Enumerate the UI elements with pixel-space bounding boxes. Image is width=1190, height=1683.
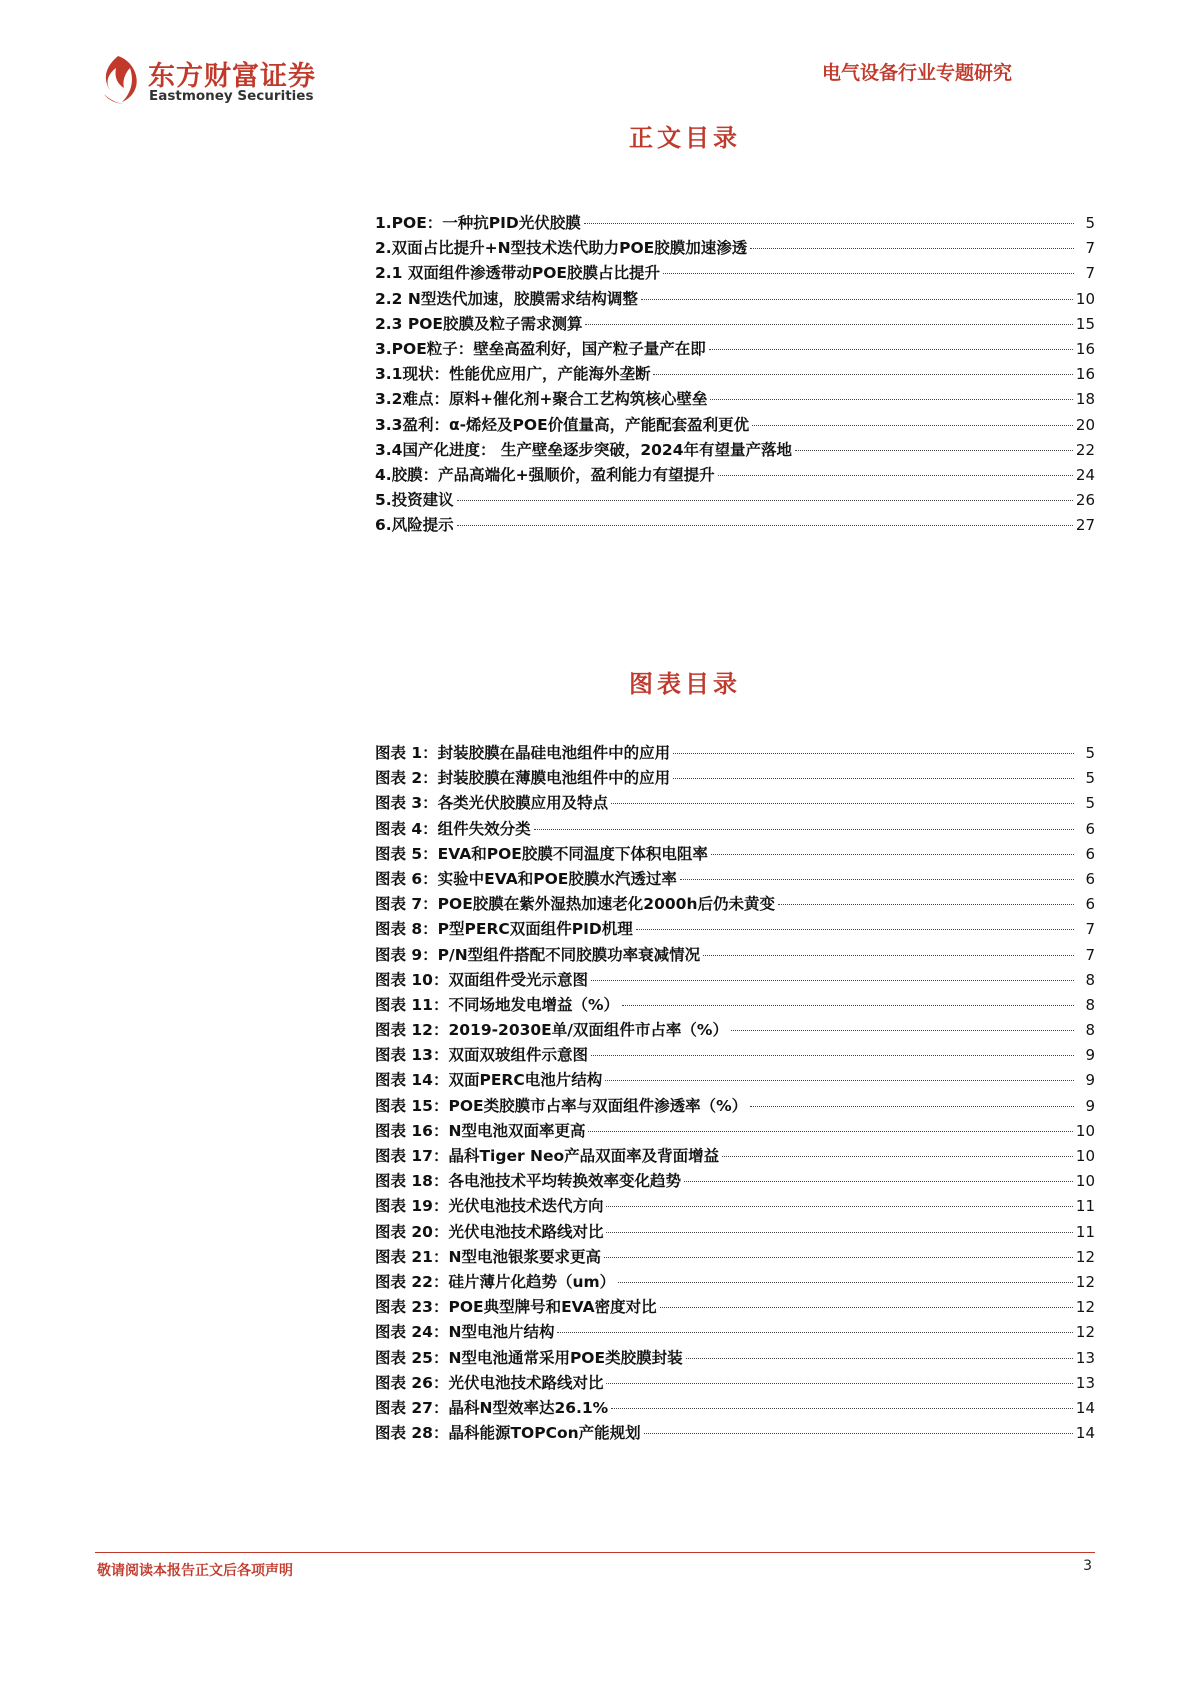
toc-entry-label[interactable]: 图表 16：N型电池双面率更高 (375, 1121, 586, 1140)
toc-entry-page[interactable]: 27 (1075, 516, 1095, 535)
toc-entry[interactable] (375, 1018, 1095, 1043)
toc-entry[interactable] (375, 1119, 1095, 1144)
body-toc-title: 正文目录 (629, 123, 741, 152)
toc-entry-label[interactable]: 1.POE：一种抗PID光伏胶膜 (375, 214, 581, 232)
toc-entry-page[interactable]: 18 (1075, 390, 1095, 409)
toc-entry[interactable] (375, 211, 1095, 236)
toc-dot-leader (457, 500, 1073, 501)
toc-entry[interactable] (375, 362, 1095, 387)
toc-entry-page[interactable]: 10 (1075, 1147, 1095, 1165)
toc-dot-leader (795, 450, 1073, 451)
toc-entry-page[interactable]: 12 (1075, 1247, 1095, 1266)
toc-dot-leader (591, 980, 1074, 981)
toc-entry[interactable] (375, 1320, 1095, 1345)
toc-entry-label[interactable]: 图表 2：封装胶膜在薄膜电池组件中的应用 (375, 769, 671, 788)
report-type: 电气设备行业专题研究 (821, 62, 1012, 84)
toc-dot-leader (709, 349, 1073, 350)
toc-entry[interactable] (375, 1295, 1095, 1320)
toc-entry[interactable] (375, 1371, 1095, 1396)
toc-entry-label[interactable]: 图表 28：晶科能源TOPCon产能规划 (375, 1424, 641, 1443)
toc-dot-leader (611, 1408, 1073, 1409)
toc-dot-leader (611, 803, 1074, 804)
toc-entry[interactable] (375, 817, 1095, 842)
toc-entry[interactable] (375, 892, 1095, 917)
toc-entry-page[interactable]: 11 (1075, 1197, 1095, 1216)
toc-entry-page[interactable]: 10 (1075, 1121, 1095, 1140)
toc-entry-label[interactable]: 图表 22：硅片薄片化趋势（um） (375, 1272, 616, 1291)
toc-dot-leader (722, 1156, 1073, 1157)
toc-entry-page[interactable]: 5 (1085, 214, 1095, 232)
toc-entry[interactable] (375, 1094, 1095, 1119)
toc-entry-page[interactable]: 7 (1085, 920, 1095, 939)
toc-entry-label[interactable]: 图表 24：N型电池片结构 (375, 1323, 555, 1342)
toc-entry-label[interactable]: 图表 26：光伏电池技术路线对比 (375, 1373, 604, 1392)
toc-entry[interactable] (375, 842, 1095, 867)
toc-entry-label[interactable]: 3.POE粒子：壁垒高盈利好，国产粒子量产在即 (375, 339, 706, 358)
toc-entry-label[interactable]: 图表 13：双面双玻组件示意图 (375, 1046, 588, 1065)
toc-entry-label[interactable]: 图表 12：2019-2030E单/双面组件市占率（%） (375, 1021, 728, 1040)
toc-entry-label[interactable]: 图表 5：EVA和POE胶膜不同温度下体积电阻率 (375, 844, 708, 863)
toc-entry[interactable] (375, 1194, 1095, 1219)
toc-entry[interactable] (375, 463, 1095, 488)
toc-dot-leader (618, 1282, 1073, 1283)
toc-dot-leader (653, 374, 1072, 375)
toc-entry-label[interactable]: 图表 1：封装胶膜在晶硅电池组件中的应用 (375, 744, 671, 762)
toc-entry-page[interactable]: 16 (1075, 339, 1095, 358)
toc-dot-leader (750, 248, 1074, 249)
toc-dot-leader (731, 1030, 1074, 1031)
toc-dot-leader (711, 854, 1074, 855)
toc-entry-label[interactable]: 5.投资建议 (375, 491, 454, 510)
logo-english-name: Eastmoney Securities (149, 88, 314, 104)
toc-entry[interactable] (375, 993, 1095, 1018)
toc-entry-label[interactable]: 图表 14：双面PERC电池片结构 (375, 1071, 603, 1090)
toc-entry-label[interactable]: 图表 17：晶科Tiger Neo产品双面率及背面增益 (375, 1147, 720, 1165)
toc-entry-label[interactable]: 图表 19：光伏电池技术迭代方向 (375, 1197, 604, 1216)
toc-entry-label[interactable]: 图表 10：双面组件受光示意图 (375, 970, 588, 989)
toc-dot-leader (680, 879, 1074, 880)
toc-entry-label[interactable]: 图表 20：光伏电池技术路线对比 (375, 1222, 604, 1241)
toc-entry-label[interactable]: 图表 3：各类光伏胶膜应用及特点 (375, 794, 609, 813)
toc-entry-label[interactable]: 2.2 N型迭代加速，胶膜需求结构调整 (375, 289, 638, 308)
toc-dot-leader (641, 299, 1073, 300)
toc-dot-leader (606, 1383, 1072, 1384)
toc-dot-leader (606, 1232, 1072, 1233)
figure-toc-list (375, 741, 1095, 1446)
toc-entry-page[interactable]: 7 (1085, 264, 1095, 283)
toc-entry-page[interactable]: 5 (1085, 794, 1095, 813)
toc-dot-leader (622, 1005, 1074, 1006)
toc-dot-leader (686, 1358, 1073, 1359)
toc-entry-page[interactable]: 10 (1075, 1172, 1095, 1191)
toc-dot-leader (605, 1080, 1074, 1081)
toc-entry[interactable] (375, 1245, 1095, 1270)
toc-entry-page[interactable]: 6 (1085, 869, 1095, 888)
toc-entry-page[interactable]: 12 (1075, 1298, 1095, 1317)
toc-entry-page[interactable]: 8 (1085, 1021, 1095, 1040)
toc-dot-leader (752, 425, 1073, 426)
toc-entry-label[interactable]: 3.4国产化进度： 生产壁垒逐步突破，2024年有望量产落地 (375, 440, 792, 459)
toc-entry-page[interactable]: 9 (1085, 1096, 1095, 1115)
toc-entry[interactable] (375, 943, 1095, 968)
toc-entry-label[interactable]: 图表 8：P型PERC双面组件PID机理 (375, 920, 633, 939)
company-logo (96, 52, 336, 110)
logo-chinese-name: 东方财富证券 (148, 61, 316, 92)
toc-entry-label[interactable]: 图表 7：POE胶膜在紫外湿热加速老化2000h后仍未黄变 (375, 895, 775, 914)
body-toc-list (375, 211, 1095, 538)
toc-entry[interactable] (375, 867, 1095, 892)
toc-dot-leader (588, 1131, 1072, 1132)
toc-entry-page[interactable]: 26 (1075, 491, 1095, 510)
toc-entry[interactable] (375, 1043, 1095, 1068)
toc-entry[interactable] (375, 1421, 1095, 1446)
toc-entry[interactable] (375, 337, 1095, 362)
toc-entry-label[interactable]: 3.2难点：原料+催化剂+聚合工艺构筑核心壁垒 (375, 390, 708, 409)
toc-dot-leader (557, 1332, 1072, 1333)
toc-dot-leader (584, 223, 1074, 224)
toc-entry-label[interactable]: 3.1现状：性能优应用广，产能海外垄断 (375, 365, 651, 384)
toc-dot-leader (457, 525, 1073, 526)
toc-entry-page[interactable]: 5 (1085, 744, 1095, 762)
toc-entry[interactable] (375, 1068, 1095, 1093)
toc-dot-leader (591, 1055, 1074, 1056)
toc-entry-label[interactable]: 图表 4：组件失效分类 (375, 819, 531, 838)
toc-entry[interactable] (375, 917, 1095, 942)
toc-entry-page[interactable]: 13 (1075, 1373, 1095, 1392)
toc-entry-page[interactable]: 10 (1075, 289, 1095, 308)
toc-entry-page[interactable]: 8 (1085, 995, 1095, 1014)
toc-entry[interactable] (375, 261, 1095, 286)
toc-dot-leader (585, 324, 1072, 325)
toc-entry[interactable] (375, 1144, 1095, 1169)
footer-divider (95, 1552, 1095, 1553)
toc-entry-page[interactable]: 6 (1085, 819, 1095, 838)
eastmoney-flame-icon (96, 54, 140, 106)
toc-entry-label[interactable]: 2.双面占比提升+N型技术迭代助力POE胶膜加速渗透 (375, 239, 748, 258)
toc-entry-page[interactable]: 20 (1075, 415, 1095, 434)
toc-entry-page[interactable]: 7 (1085, 945, 1095, 964)
page-number: 3 (1083, 1558, 1092, 1574)
toc-entry-label[interactable]: 图表 21：N型电池银浆要求更高 (375, 1247, 601, 1266)
toc-entry[interactable] (375, 413, 1095, 438)
toc-entry-page[interactable]: 6 (1085, 895, 1095, 914)
toc-entry-page[interactable]: 15 (1075, 314, 1095, 333)
toc-entry[interactable] (375, 1396, 1095, 1421)
toc-entry[interactable] (375, 741, 1095, 766)
toc-dot-leader (644, 1433, 1073, 1434)
toc-entry-label[interactable]: 6.风险提示 (375, 516, 454, 535)
toc-dot-leader (606, 1206, 1072, 1207)
toc-entry[interactable] (375, 488, 1095, 513)
toc-entry[interactable] (375, 387, 1095, 412)
toc-entry-label[interactable]: 图表 9：P/N型组件搭配不同胶膜功率衰减情况 (375, 945, 701, 964)
toc-entry-page[interactable]: 22 (1075, 440, 1095, 459)
toc-entry[interactable] (375, 791, 1095, 816)
toc-dot-leader (604, 1257, 1073, 1258)
toc-dot-leader (534, 829, 1074, 830)
figure-toc-title: 图表目录 (629, 669, 741, 698)
toc-entry[interactable] (375, 1270, 1095, 1295)
toc-dot-leader (750, 1106, 1074, 1107)
toc-entry-page[interactable]: 24 (1075, 465, 1095, 484)
toc-entry-page[interactable]: 11 (1075, 1222, 1095, 1241)
toc-entry-page[interactable]: 6 (1085, 844, 1095, 863)
toc-entry-label[interactable]: 图表 18：各电池技术平均转换效率变化趋势 (375, 1172, 681, 1191)
toc-entry-label[interactable]: 图表 25：N型电池通常采用POE类胶膜封装 (375, 1348, 683, 1367)
toc-entry[interactable] (375, 968, 1095, 993)
toc-entry[interactable] (375, 312, 1095, 337)
toc-dot-leader (710, 399, 1072, 400)
toc-entry-label[interactable]: 图表 23：POE典型牌号和EVA密度对比 (375, 1298, 657, 1317)
toc-entry-page[interactable]: 7 (1085, 239, 1095, 258)
toc-entry-page[interactable]: 13 (1075, 1348, 1095, 1367)
toc-dot-leader (636, 929, 1074, 930)
toc-dot-leader (673, 753, 1074, 754)
toc-entry[interactable] (375, 1220, 1095, 1245)
toc-entry-label[interactable]: 4.胶膜：产品高端化+强顺价，盈利能力有望提升 (375, 465, 715, 484)
toc-entry-label[interactable]: 图表 15：POE类胶膜市占率与双面组件渗透率（%） (375, 1096, 748, 1115)
toc-entry-label[interactable]: 2.1 双面组件渗透带动POE胶膜占比提升 (375, 264, 660, 283)
toc-dot-leader (703, 955, 1074, 956)
toc-entry-label[interactable]: 3.3盈利：α-烯烃及POE价值量高，产能配套盈利更优 (375, 415, 750, 434)
toc-entry-label[interactable]: 图表 27：晶科N型效率达26.1% (375, 1398, 609, 1417)
toc-dot-leader (673, 778, 1074, 779)
toc-entry[interactable] (375, 766, 1095, 791)
toc-entry[interactable] (375, 236, 1095, 261)
toc-dot-leader (778, 904, 1074, 905)
footer-disclaimer[interactable]: 敬请阅读本报告正文后各项声明 (97, 1563, 293, 1579)
toc-entry-page[interactable]: 8 (1085, 970, 1095, 989)
toc-entry-page[interactable]: 5 (1085, 769, 1095, 788)
toc-entry[interactable] (375, 438, 1095, 463)
toc-entry[interactable] (375, 1346, 1095, 1371)
toc-entry[interactable] (375, 287, 1095, 312)
toc-entry-label[interactable]: 图表 6：实验中EVA和POE胶膜水汽透过率 (375, 869, 677, 888)
toc-dot-leader (660, 1307, 1073, 1308)
toc-entry[interactable] (375, 1169, 1095, 1194)
toc-dot-leader (684, 1181, 1073, 1182)
toc-entry-page[interactable]: 12 (1075, 1272, 1095, 1291)
toc-entry-page[interactable]: 14 (1075, 1424, 1095, 1443)
toc-entry-page[interactable]: 9 (1085, 1071, 1095, 1090)
toc-entry-label[interactable]: 2.3 POE胶膜及粒子需求测算 (375, 314, 583, 333)
toc-entry-page[interactable]: 16 (1075, 365, 1095, 384)
toc-entry[interactable] (375, 513, 1095, 538)
toc-entry-label[interactable]: 图表 11：不同场地发电增益（%） (375, 995, 619, 1014)
toc-dot-leader (663, 273, 1074, 274)
toc-entry-page[interactable]: 14 (1075, 1398, 1095, 1417)
toc-entry-page[interactable]: 12 (1075, 1323, 1095, 1342)
toc-entry-page[interactable]: 9 (1085, 1046, 1095, 1065)
toc-dot-leader (718, 475, 1073, 476)
